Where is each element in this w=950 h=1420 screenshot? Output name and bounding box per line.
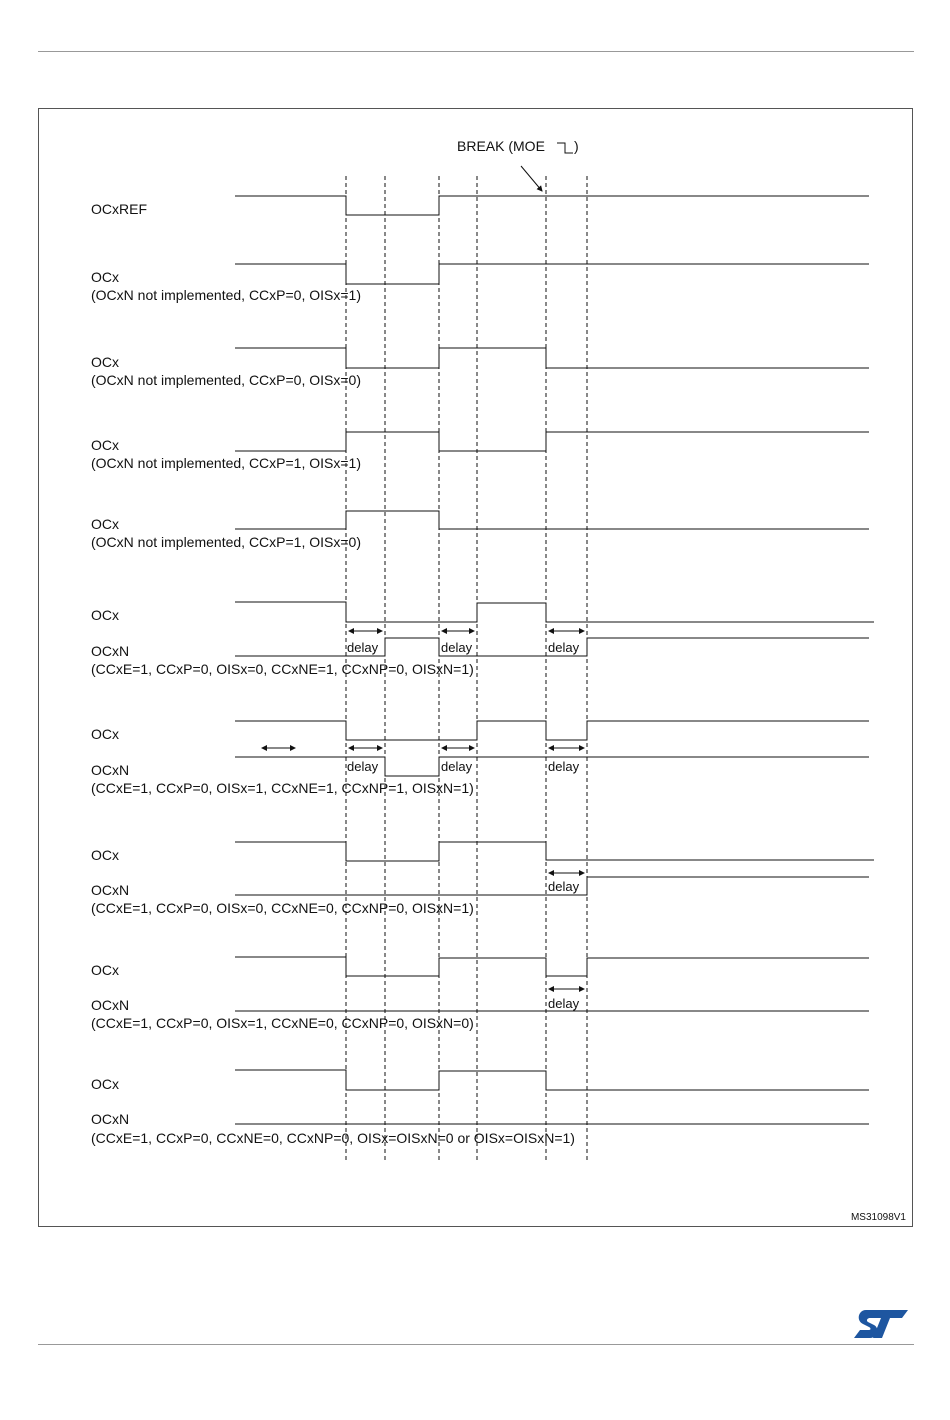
delay-label: delay bbox=[441, 640, 473, 655]
waveform-ocx-2 bbox=[235, 264, 869, 284]
delay-label: delay bbox=[548, 996, 580, 1011]
waveform-ocx-6 bbox=[235, 602, 874, 622]
signal-label: OCx bbox=[91, 847, 119, 863]
waveform-ocx-10 bbox=[235, 1070, 869, 1090]
falling-edge-symbol bbox=[557, 143, 573, 153]
signal-condition: (CCxE=1, CCxP=0, OISx=0, CCxNE=1, CCxNP=0, OISxN=1) bbox=[91, 661, 474, 677]
delay-label: delay bbox=[548, 759, 580, 774]
signal-label: OCx bbox=[91, 269, 119, 285]
delay-label: delay bbox=[347, 759, 379, 774]
signal-label: OCx bbox=[91, 962, 119, 978]
signal-condition: (OCxN not implemented, CCxP=0, OISx=1) bbox=[91, 287, 361, 303]
waveform-ocx-4 bbox=[235, 432, 869, 451]
signal-condition: (CCxE=1, CCxP=0, CCxNE=0, CCxNP=0, OISx=OISxN=0 or OISx=OISxN=1) bbox=[91, 1130, 575, 1146]
waveform-ocx-9 bbox=[235, 957, 869, 976]
signal-label-n: OCxN bbox=[91, 1111, 130, 1127]
st-logo bbox=[852, 1308, 910, 1340]
waveform-ocx-8 bbox=[235, 842, 874, 861]
delay-arrows bbox=[262, 631, 584, 989]
delay-label: delay bbox=[548, 879, 580, 894]
signal-label-n: OCxN bbox=[91, 882, 130, 898]
signal-label: OCx bbox=[91, 726, 119, 742]
signal-label-n: OCxN bbox=[91, 643, 130, 659]
signal-condition: (OCxN not implemented, CCxP=1, OISx=0) bbox=[91, 534, 361, 550]
signal-condition: (CCxE=1, CCxP=0, OISx=0, CCxNE=0, CCxNP=0, OISxN=1) bbox=[91, 900, 474, 916]
signal-condition: (CCxE=1, CCxP=0, OISx=1, CCxNE=1, CCxNP=1, OISxN=1) bbox=[91, 780, 474, 796]
waveform-ocx-5 bbox=[235, 511, 869, 529]
delay-label: delay bbox=[441, 759, 473, 774]
signal-labels bbox=[91, 201, 575, 1146]
signal-condition: (CCxE=1, CCxP=0, OISx=1, CCxNE=0, CCxNP=0, OISxN=0) bbox=[91, 1015, 474, 1031]
break-label: BREAK (MOE bbox=[457, 138, 545, 154]
signal-label: OCx bbox=[91, 354, 119, 370]
signal-label: OCx bbox=[91, 607, 119, 623]
delay-label: delay bbox=[347, 640, 379, 655]
break-label-close: ) bbox=[574, 138, 579, 154]
signal-condition: (OCxN not implemented, CCxP=1, OISx=1) bbox=[91, 455, 361, 471]
break-pointer-arrow bbox=[521, 166, 542, 191]
signal-label: OCx bbox=[91, 516, 119, 532]
signal-label: OCx bbox=[91, 1076, 119, 1092]
signal-label: OCxREF bbox=[91, 201, 147, 217]
waveform-ocx-3 bbox=[235, 348, 869, 368]
signal-label: OCx bbox=[91, 437, 119, 453]
waveform-ocx-7 bbox=[235, 721, 869, 740]
signal-label-n: OCxN bbox=[91, 762, 130, 778]
signal-condition: (OCxN not implemented, CCxP=0, OISx=0) bbox=[91, 372, 361, 388]
signal-label-n: OCxN bbox=[91, 997, 130, 1013]
st-logo-s-shape bbox=[854, 1310, 908, 1338]
waveforms bbox=[235, 196, 874, 1124]
footer-rule bbox=[38, 1344, 914, 1345]
waveform-ocxref bbox=[235, 196, 869, 215]
figure-reference: MS31098V1 bbox=[850, 1212, 906, 1223]
delay-labels bbox=[347, 640, 580, 1011]
delay-label: delay bbox=[548, 640, 580, 655]
